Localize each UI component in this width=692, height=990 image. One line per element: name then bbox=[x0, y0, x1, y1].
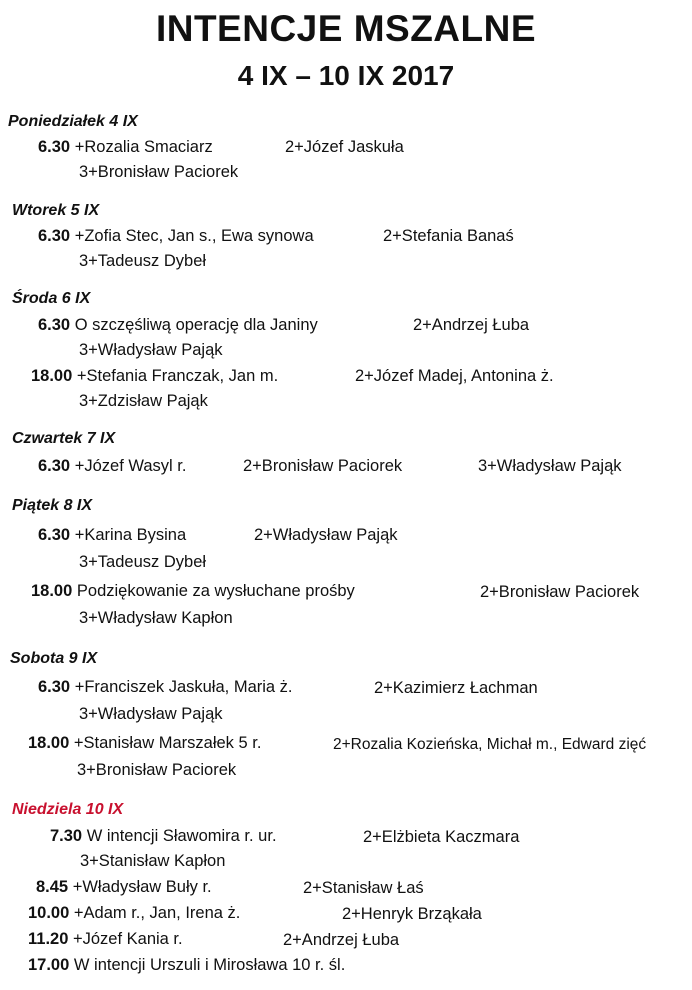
page-title: INTENCJE MSZALNE bbox=[155, 8, 537, 49]
day-heading: Piątek 8 IX bbox=[12, 497, 93, 514]
mass-time: 10.00 bbox=[28, 904, 70, 922]
mass-time: 17.00 bbox=[28, 956, 70, 974]
mass-time: 7.30 bbox=[50, 827, 83, 845]
mass-line bbox=[31, 367, 278, 386]
mass-time: 11.20 bbox=[28, 930, 69, 948]
mass-time: 18.00 bbox=[31, 367, 73, 385]
mass-line bbox=[28, 930, 183, 949]
mass-time: 6.30 bbox=[38, 316, 71, 334]
intention-2: 2+Józef Madej, Antonina ż. bbox=[355, 367, 554, 385]
intention: O szczęśliwą operację dla Janiny bbox=[74, 316, 318, 334]
mass-time: 6.30 bbox=[38, 457, 71, 475]
intention-2: 2+Andrzej Łuba bbox=[283, 931, 400, 949]
intention: +Rozalia Smaciarz bbox=[74, 138, 213, 156]
intention-3: 3+Władysław Pająk bbox=[79, 705, 223, 723]
mass-time: 6.30 bbox=[38, 526, 71, 544]
mass-time: 6.30 bbox=[38, 227, 71, 245]
mass-time: 18.00 bbox=[28, 734, 70, 752]
intention: +Stefania Franczak, Jan m. bbox=[76, 367, 279, 385]
intention-3: 3+Stanisław Kapłon bbox=[80, 852, 226, 870]
intention-2: 2+Władysław Pająk bbox=[254, 526, 398, 544]
intention-2: 2+Bronisław Paciorek bbox=[243, 457, 403, 475]
mass-line bbox=[38, 457, 186, 476]
intention: +Zofia Stec, Jan s., Ewa synowa bbox=[74, 227, 314, 245]
mass-line bbox=[38, 227, 314, 246]
mass-line bbox=[38, 678, 293, 697]
intention: W intencji Urszuli i Mirosława 10 r. śl. bbox=[73, 956, 346, 974]
mass-time: 8.45 bbox=[36, 878, 69, 896]
intention: +Franciszek Jaskuła, Maria ż. bbox=[74, 678, 293, 696]
mass-line bbox=[38, 138, 213, 157]
mass-line bbox=[28, 904, 240, 923]
intention: +Władysław Buły r. bbox=[72, 878, 212, 896]
intention-3: 3+Tadeusz Dybeł bbox=[79, 252, 207, 270]
day-heading: Wtorek 5 IX bbox=[12, 202, 100, 219]
day-heading: Czwartek 7 IX bbox=[12, 430, 116, 447]
mass-time: 6.30 bbox=[38, 678, 71, 696]
intention: +Stanisław Marszałek 5 r. bbox=[73, 734, 262, 752]
intention-3: 3+Zdzisław Pająk bbox=[79, 392, 208, 410]
intention-2: 2+Bronisław Paciorek bbox=[480, 583, 640, 601]
mass-line bbox=[50, 827, 277, 846]
intention-2: 2+Henryk Brząkała bbox=[342, 905, 482, 923]
day-heading: Sobota 9 IX bbox=[10, 650, 98, 667]
intention: W intencji Sławomira r. ur. bbox=[86, 827, 277, 845]
intention-2: 2+Józef Jaskuła bbox=[285, 138, 404, 156]
intention-2: 2+Rozalia Kozieńska, Michał m., Edward zięć bbox=[333, 736, 647, 753]
intention: +Józef Kania r. bbox=[72, 930, 183, 948]
intention-2: 2+Andrzej Łuba bbox=[413, 316, 530, 334]
day-heading: Środa 6 IX bbox=[12, 290, 91, 307]
mass-time: 18.00 bbox=[31, 582, 73, 600]
intention-2: 2+Kazimierz Łachman bbox=[374, 679, 538, 697]
intention-3: 3+Bronisław Paciorek bbox=[79, 163, 239, 181]
intention-3: 3+Tadeusz Dybeł bbox=[79, 553, 207, 571]
day-heading: Poniedziałek 4 IX bbox=[8, 113, 138, 130]
intention: +Józef Wasyl r. bbox=[74, 457, 187, 475]
intention-2: 2+Elżbieta Kaczmara bbox=[363, 828, 520, 846]
mass-line bbox=[31, 582, 355, 601]
intention-3: 3+Władysław Pająk bbox=[478, 457, 622, 475]
intention: +Karina Bysina bbox=[74, 526, 187, 544]
intention: +Adam r., Jan, Irena ż. bbox=[73, 904, 241, 922]
mass-time: 6.30 bbox=[38, 138, 71, 156]
mass-line bbox=[36, 878, 212, 897]
mass-line bbox=[38, 316, 318, 335]
mass-line bbox=[38, 526, 186, 545]
intention-2: 2+Stefania Banaś bbox=[383, 227, 514, 245]
mass-line bbox=[28, 956, 345, 975]
intention-3: 3+Władysław Kapłon bbox=[79, 609, 233, 627]
mass-line bbox=[28, 734, 261, 753]
intention: Podziękowanie za wysłuchane prośby bbox=[76, 582, 355, 600]
intention-2: 2+Stanisław Łaś bbox=[303, 879, 424, 897]
date-range: 4 IX – 10 IX 2017 bbox=[237, 60, 455, 91]
day-heading-sunday: Niedziela 10 IX bbox=[12, 801, 124, 818]
intention-3: 3+Władysław Pająk bbox=[79, 341, 223, 359]
intention-3: 3+Bronisław Paciorek bbox=[77, 761, 237, 779]
